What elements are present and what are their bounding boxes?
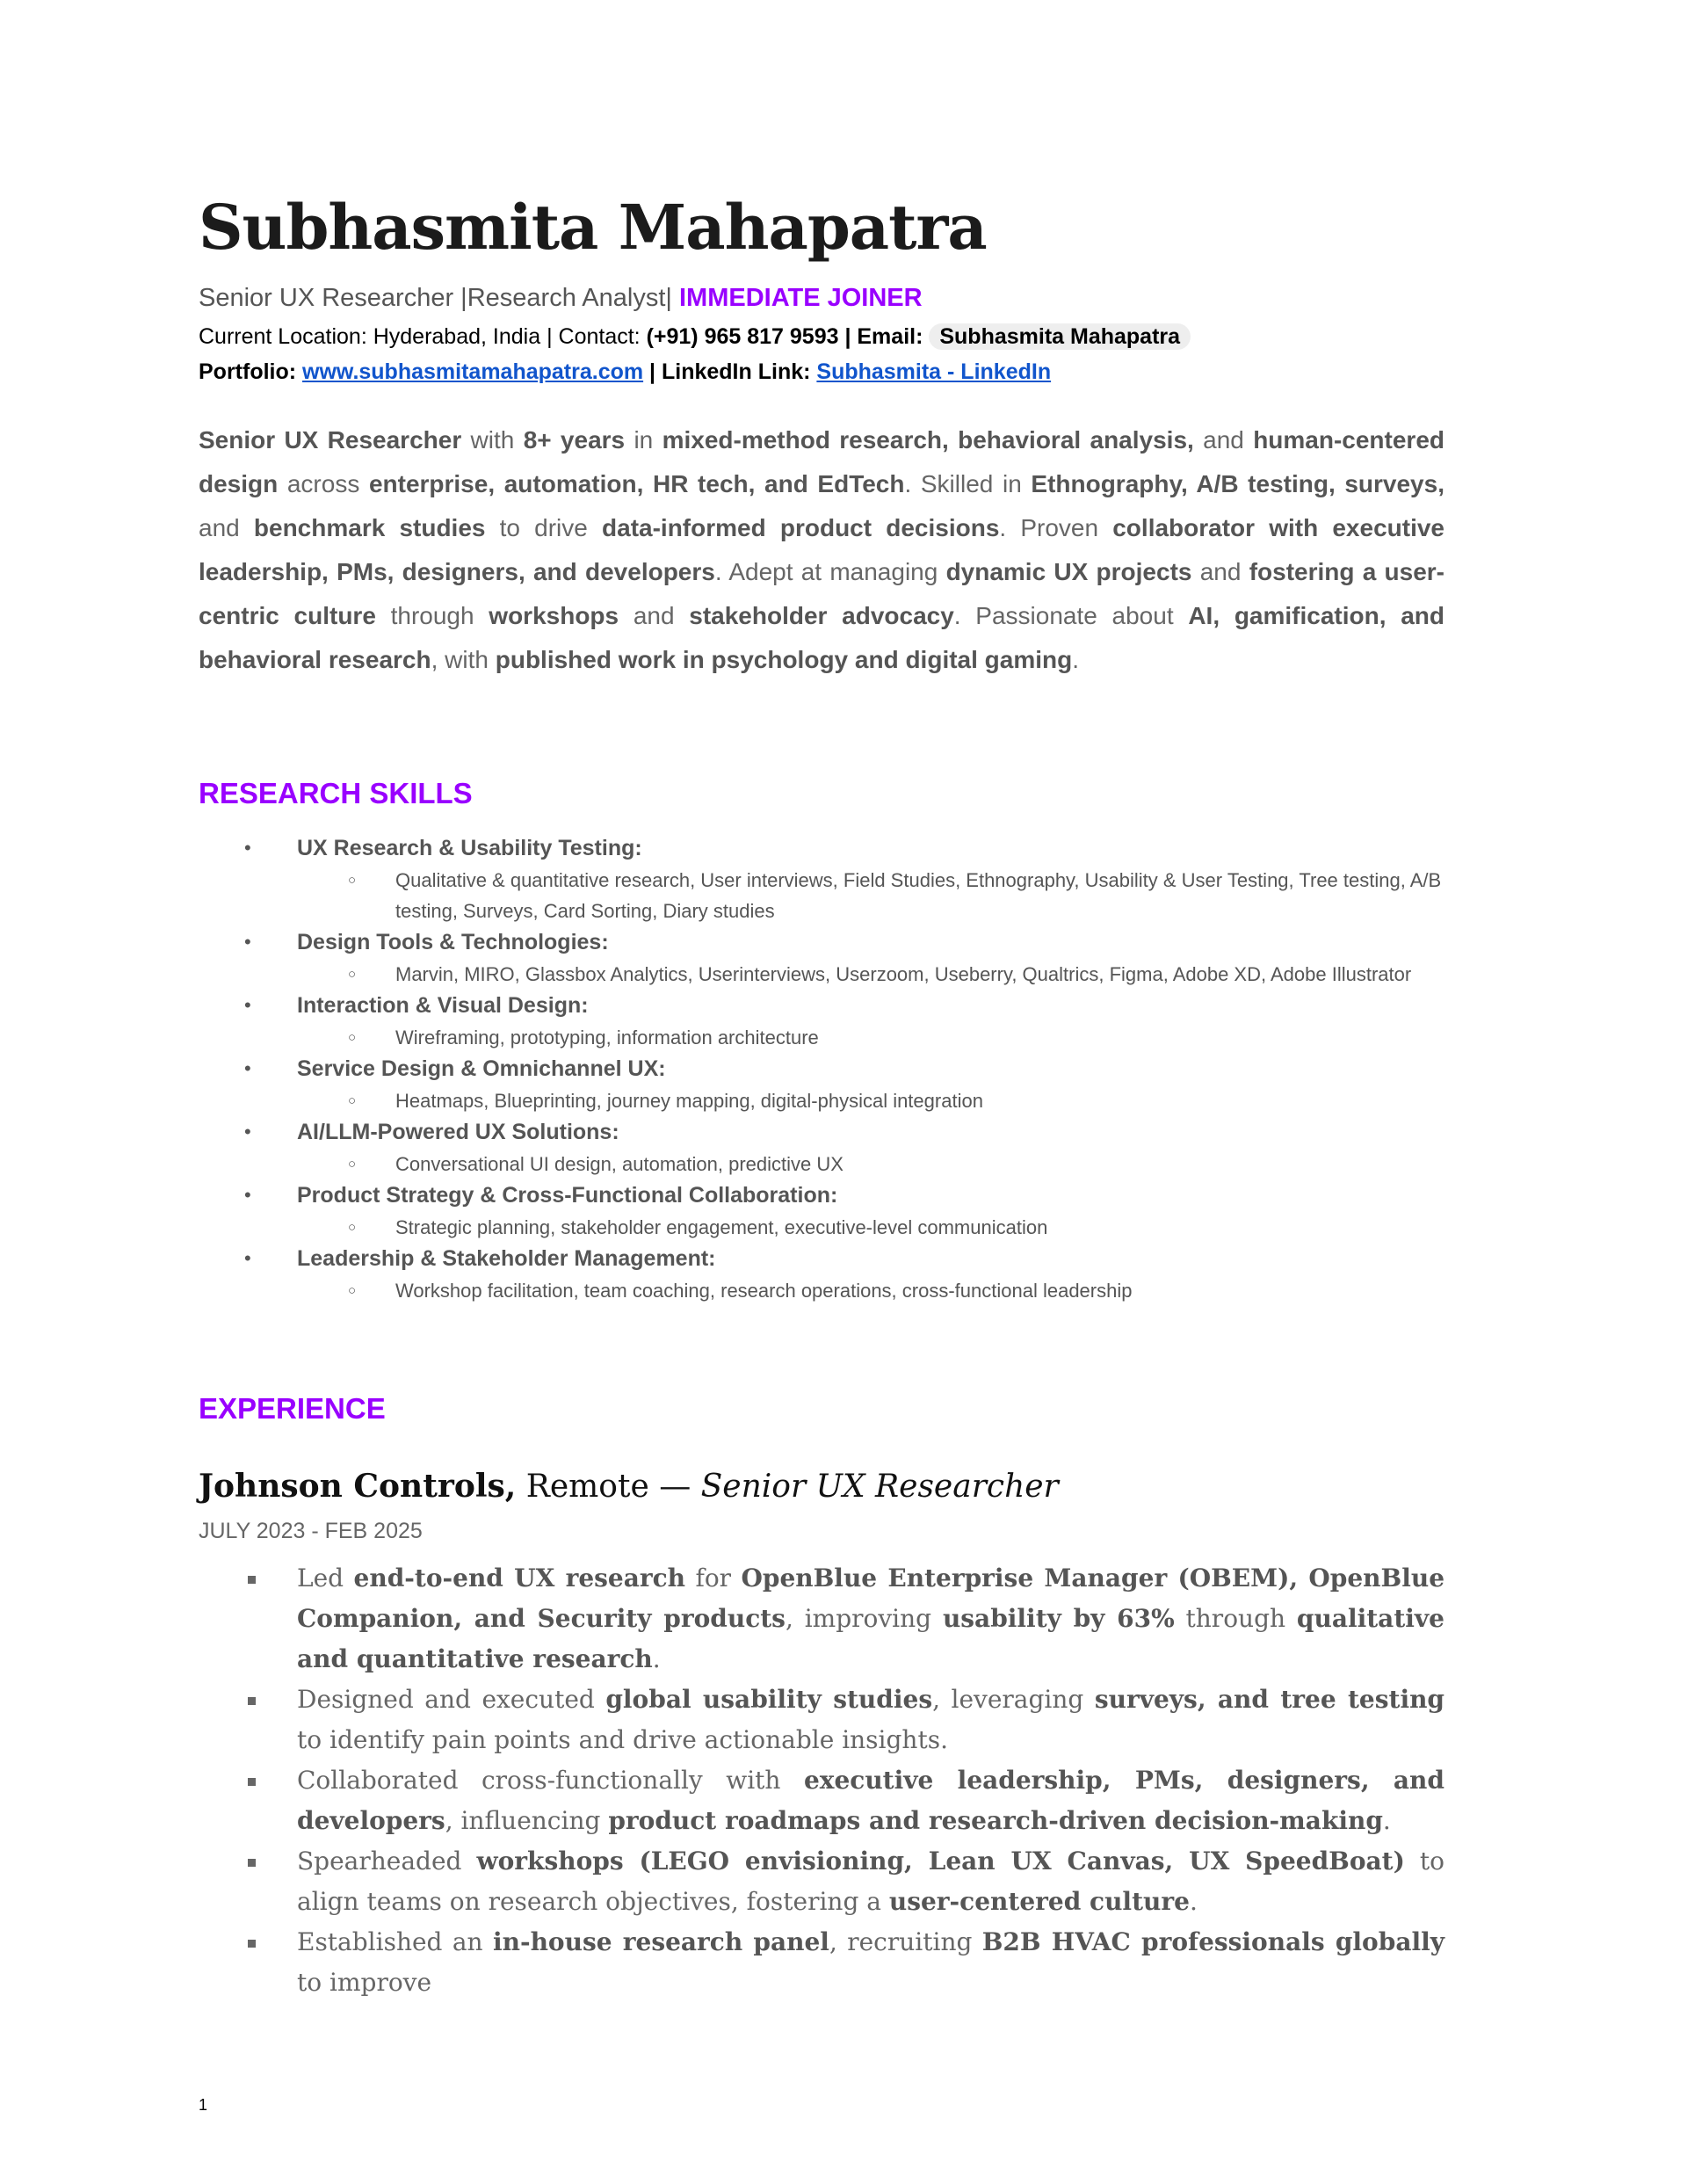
skill-heading: • Design Tools & Technologies: — [297, 930, 609, 954]
job-bullet: Spearheaded workshops (LEGO envisioning, Lean UX Canvas, UX SpeedBoat) to align teams on research objectives, fostering a user-centered culture. — [199, 1841, 1444, 1922]
skill-heading: • UX Research & Usability Testing: — [297, 836, 642, 860]
company-name: Johnson Controls, — [199, 1468, 517, 1505]
skill-item — [199, 1053, 1444, 1116]
skill-item — [199, 926, 1444, 990]
skill-detail: ○ Workshop facilitation, team coaching, research operations, cross-functional leadership — [297, 1275, 1444, 1306]
page-number: 1 — [199, 2096, 208, 2114]
skill-detail: ○ Marvin, MIRO, Glassbox Analytics, Userinterviews, Userzoom, Useberry, Qualtrics, Figma, Adobe XD, Adobe Illustrator — [297, 959, 1444, 990]
tagline — [199, 286, 1444, 311]
skill-heading: • AI/LLM-Powered UX Solutions: — [297, 1120, 619, 1144]
job-bullet: Established an in-house research panel, recruiting B2B HVAC professionals globally to improve — [199, 1922, 1444, 2003]
skill-item — [199, 1243, 1444, 1306]
skill-item — [199, 832, 1444, 926]
phone-number: (+91) 965 817 9593 | Email: — [646, 324, 930, 349]
skill-item — [199, 1116, 1444, 1179]
linkedin-label: | LinkedIn Link: — [643, 359, 817, 384]
research-skills-heading: RESEARCH SKILLS — [199, 777, 473, 809]
tagline-roles: Senior UX Researcher |Research Analyst| — [199, 284, 679, 312]
skill-heading: • Leadership & Stakeholder Management: — [297, 1246, 716, 1271]
job-bullet: Designed and executed global usability studies, leveraging surveys, and tree testing to identify pain points and drive actionable insights. — [199, 1680, 1444, 1760]
portfolio-label: Portfolio: — [199, 359, 303, 384]
location-label: Current Location: Hyderabad, India | Contact: — [199, 324, 647, 349]
skill-heading: • Interaction & Visual Design: — [297, 993, 589, 1018]
skill-item — [199, 990, 1444, 1053]
skill-detail: ○ Strategic planning, stakeholder engagement, executive-level communication — [297, 1212, 1444, 1243]
email-chip[interactable]: Subhasmita Mahapatra — [929, 323, 1191, 350]
skill-item — [199, 1179, 1444, 1243]
skill-detail: ○ Wireframing, prototyping, information architecture — [297, 1022, 1444, 1053]
job-title-line — [199, 1470, 1444, 1503]
skill-heading: • Service Design & Omnichannel UX: — [297, 1056, 666, 1081]
links-line — [199, 359, 1444, 385]
experience-heading: EXPERIENCE — [199, 1392, 386, 1425]
summary-paragraph: Senior UX Researcher with 8+ years in mixed-method research, behavioral analysis, and human-centered design across enterprise, automation, HR tech, and EdTech. Skilled in Ethnography, A/B testing, surveys, and benchmark studies to drive data-informed product decisions. Proven collaborator with executive leadership, PMs, designers, and developers. Adept at managing dynamic UX projects and fostering a user-centric culture through workshops and stakeholder advocacy. Passionate about AI, gamification, and behavioral research, with published work in psychology and digital gaming. — [199, 426, 1445, 673]
job-bullet: Collaborated cross-functionally with executive leadership, PMs, designers, and developers, influencing product roadmaps and research-driven decision-making. — [199, 1760, 1444, 1841]
skill-detail: ○ Conversational UI design, automation, predictive UX — [297, 1149, 1444, 1179]
linkedin-link[interactable]: Subhasmita - LinkedIn — [816, 359, 1052, 384]
job-dates: JULY 2023 - FEB 2025 — [199, 1519, 423, 1543]
skill-detail: ○ Heatmaps, Blueprinting, journey mapping, digital-physical integration — [297, 1085, 1444, 1116]
resume-page — [199, 193, 1444, 2003]
job-location: Remote — — [516, 1469, 701, 1505]
skill-heading: • Product Strategy & Cross-Functional Collaboration: — [297, 1183, 838, 1208]
research-skills-list — [199, 832, 1444, 1306]
job-bullet: Led end-to-end UX research for OpenBlue Enterprise Manager (OBEM), OpenBlue Companion, and Security products, improving usability by 63% through qualitative and quantitative research. — [199, 1558, 1444, 1680]
candidate-name: Subhasmita Mahapatra — [199, 191, 987, 264]
skill-detail: ○ Qualitative & quantitative research, User interviews, Field Studies, Ethnography, Usability & User Testing, Tree testing, A/B testing, Surveys, Card Sorting, Diary studies — [297, 865, 1444, 926]
portfolio-link[interactable]: www.subhasmitamahapatra.com — [302, 359, 644, 384]
job-role: Senior UX Researcher — [700, 1469, 1059, 1505]
contact-line — [199, 323, 1444, 350]
job-bullets — [199, 1558, 1444, 2003]
immediate-joiner-badge: IMMEDIATE JOINER — [678, 284, 923, 312]
